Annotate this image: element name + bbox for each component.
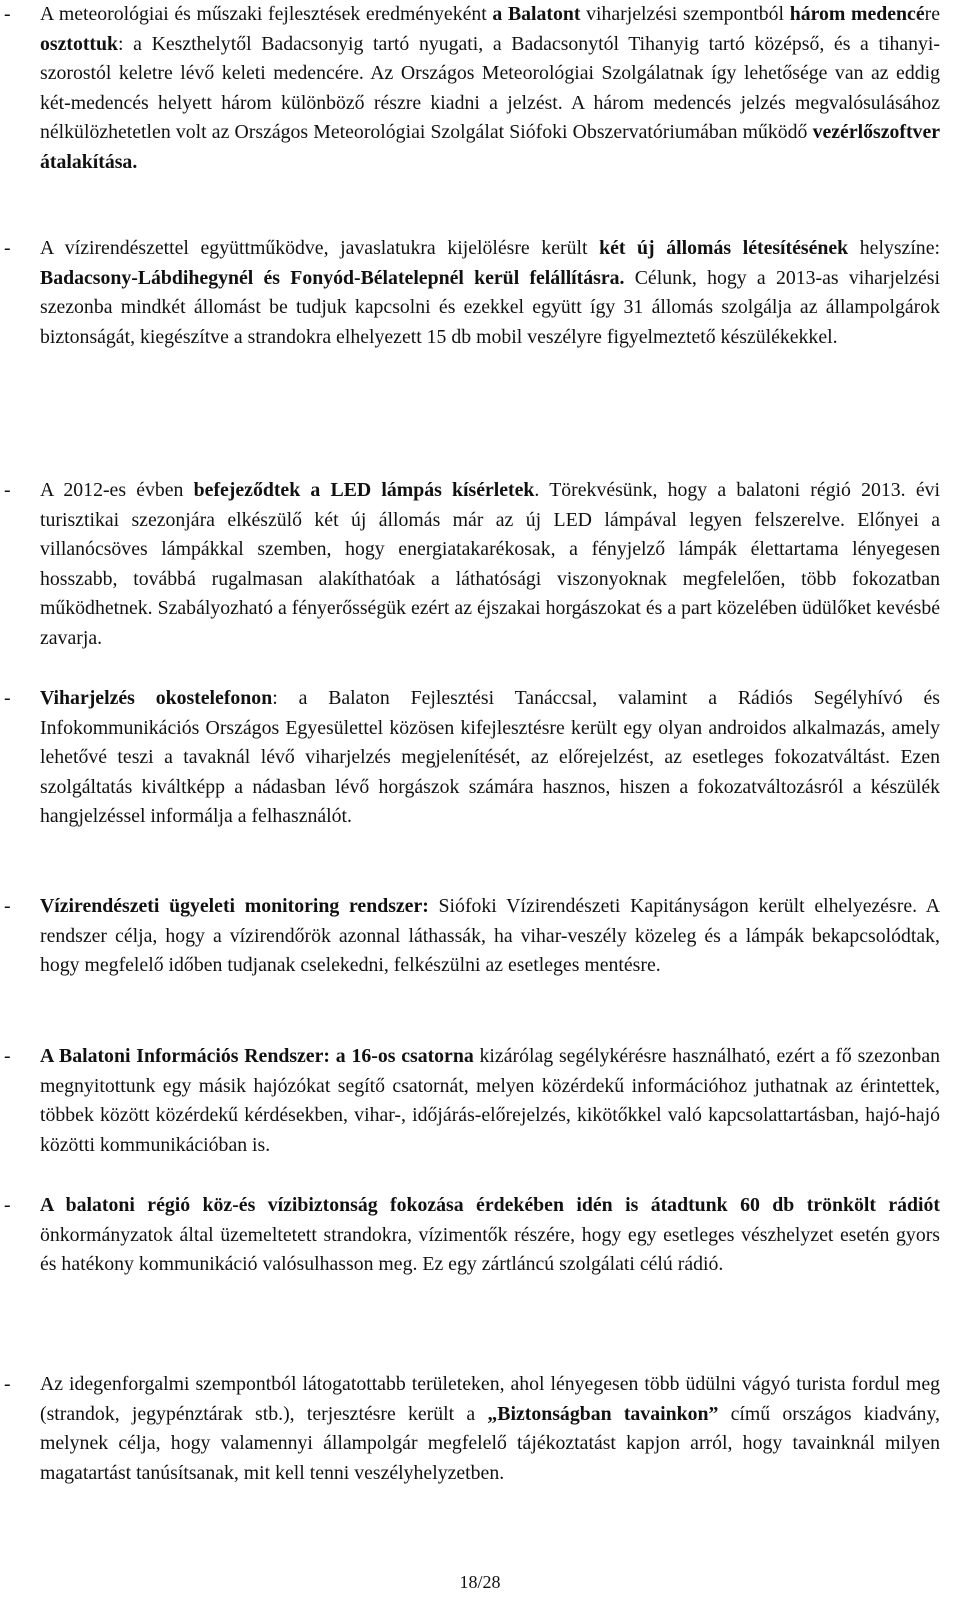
paragraph-text: A 2012-es évben bbox=[40, 479, 194, 501]
bold-text: A balatoni régió köz-és vízibiztonság fokozása érdekében idén is átadtunk 60 db trönkölt rádiót bbox=[40, 1194, 940, 1216]
paragraph-text: : a Balaton Fejlesztési Tanáccsal, valamint a Rádiós Segélyhívó és Infokommunikációs Országos Egyesülettel közösen kifejlesztésre került egy olyan androidos alkalmazás, amely lehetővé teszi a tavaknál lévő viharjelzés megjelenítését, az előrejelzést, az esetleges fokozatváltást. Ezen szolgáltatás kiváltképp a nádasban lévő horgászok számára hasznos, hiszen a fokozatváltozásról a készülék hangjelzéssel informálja a felhasználót. bbox=[40, 687, 940, 828]
bold-text: osztottuk bbox=[40, 32, 119, 55]
list-item bbox=[4, 1370, 940, 1488]
paragraph-text: önkormányzatok által üzemeltetett strandokra, vízimentők részére, hogy egy esetleges vészhelyzet esetén gyors és hatékony kommunikáció valósulhasson meg. Ez egy zártláncú szolgálati célú rádió. bbox=[40, 1223, 940, 1276]
list-dash: - bbox=[4, 479, 11, 501]
bold-text: befejeződtek a LED lámpás kísérletek bbox=[193, 479, 535, 501]
paragraph-text: viharjelzési szempontból bbox=[580, 3, 790, 25]
paragraph-text: A vízirendészettel együttműködve, javaslatukra kijelölésre került bbox=[40, 237, 600, 259]
list-item bbox=[4, 892, 940, 981]
list-item bbox=[4, 234, 940, 352]
list-dash: - bbox=[4, 1194, 11, 1216]
paragraph-text: című országos kiadvány, melynek célja, hogy valamennyi állampolgár megfelelő tájékoztatást kapjon arról, hogy tavainknál milyen magatartást tanúsítsanak, mit kell tenni veszélyhelyzetben. bbox=[40, 1402, 940, 1484]
paragraph-text: Siófoki Vízirendészeti Kapitányságon került elhelyezésre. A rendszer célja, hogy a vízirendőrök azonnal láthassák, ha vihar-veszély közeleg és a lámpák bekapcsolódtak, hogy megfelelő időben tudjanak cselekedni, felkészülni az esetleges mentésre. bbox=[40, 895, 940, 977]
paragraph-text: Célunk, hogy a 2013-as viharjelzési szezonba mindkét állomást be tudjuk kapcsolni és ezekkel együtt így 31 állomás szolgálja az állampolgárok biztonságát, kiegészítve a strandokra elhelyezett 15 db mobil veszélyre figyelmeztető készülékekkel. bbox=[40, 266, 940, 348]
list-dash: - bbox=[4, 237, 11, 259]
bold-text: a Balatont bbox=[492, 3, 581, 25]
bold-text: Badacsony-Lábdihegynél és Fonyód-Bélatelepnél kerül felállításra. bbox=[40, 266, 625, 289]
paragraph-text: Az idegenforgalmi szempontból látogatottabb területeken, ahol lényegesen több üdülni vágyó turista fordul meg (strandok, jegypénztárak stb.), terjesztésre került a bbox=[40, 1373, 940, 1425]
bold-text: három medencé bbox=[789, 3, 925, 25]
paragraph-text: kizárólag segélykérésre használható, ezért a fő szezonban megnyitottunk egy másik hajózókat segítő csatornát, melyen közérdekű információhoz juthatnak az érintettek, többek között közérdekű kérdésekben, vihar-, időjárás-előrejelzés, kikötőkkel való kapcsolattartásban, hajó-hajó közötti kommunikációban is. bbox=[40, 1045, 940, 1156]
paragraph-text: re bbox=[924, 3, 940, 25]
list-dash: - bbox=[4, 687, 11, 709]
paragraph-text: : a Keszthelytől Badacsonyig tartó nyugati, a Badacsonytól Tihanyig tartó középső, és a tihanyi-szorostól keletre lévő keleti medencére. Az Országos Meteorológiai Szolgálatnak így lehetősége van az eddig két-medencés helyett három különböző részre kiadni a jelzést. A három medencés jelzés megvalósulásához nélkülözhetetlen volt az Országos Meteorológiai Szolgálat Siófoki Obszervatóriumában működő bbox=[40, 32, 940, 144]
list-dash: - bbox=[4, 895, 11, 917]
list-item bbox=[4, 476, 940, 654]
paragraph-text: helyszíne: bbox=[848, 237, 940, 259]
page-number: 18/28 bbox=[459, 1572, 501, 1592]
paragraph-text: A meteorológiai és műszaki fejlesztések eredményeként bbox=[40, 3, 493, 25]
list-dash: - bbox=[4, 3, 11, 25]
bold-text: vezérlőszoftver átalakítása. bbox=[40, 121, 940, 173]
bold-text: két új állomás létesítésének bbox=[599, 237, 849, 259]
bold-text: Viharjelzés okostelefonon bbox=[40, 687, 273, 709]
bold-text: Vízirendészeti ügyeleti monitoring rendszer: bbox=[40, 895, 429, 917]
bold-text: „Biztonságban tavainkon” bbox=[487, 1402, 719, 1425]
list-item bbox=[4, 0, 940, 178]
paragraph-text: . Törekvésünk, hogy a balatoni régió 2013. évi turisztikai szezonjára elkészülő két új állomás már az új LED lámpával legyen felszerelve. Előnyei a villanócsöves lámpákkal szemben, hogy energiatakarékosak, a fényjelző lámpák élettartama lényegesen hosszabb, továbbá rugalmasan alakíthatóak a láthatósági viszonyoknak megfelelően, több fokozatban működhetnek. Szabályozható a fényerősségük ezért az éjszakai horgászokat és a part közelében üdülőket kevésbé zavarja. bbox=[40, 479, 940, 649]
list-item bbox=[4, 684, 940, 832]
list-dash: - bbox=[4, 1373, 11, 1395]
list-dash: - bbox=[4, 1045, 11, 1067]
bold-text: A Balatoni Információs Rendszer: a 16-os csatorna bbox=[40, 1045, 474, 1067]
list-item bbox=[4, 1191, 940, 1280]
list-item bbox=[4, 1042, 940, 1160]
